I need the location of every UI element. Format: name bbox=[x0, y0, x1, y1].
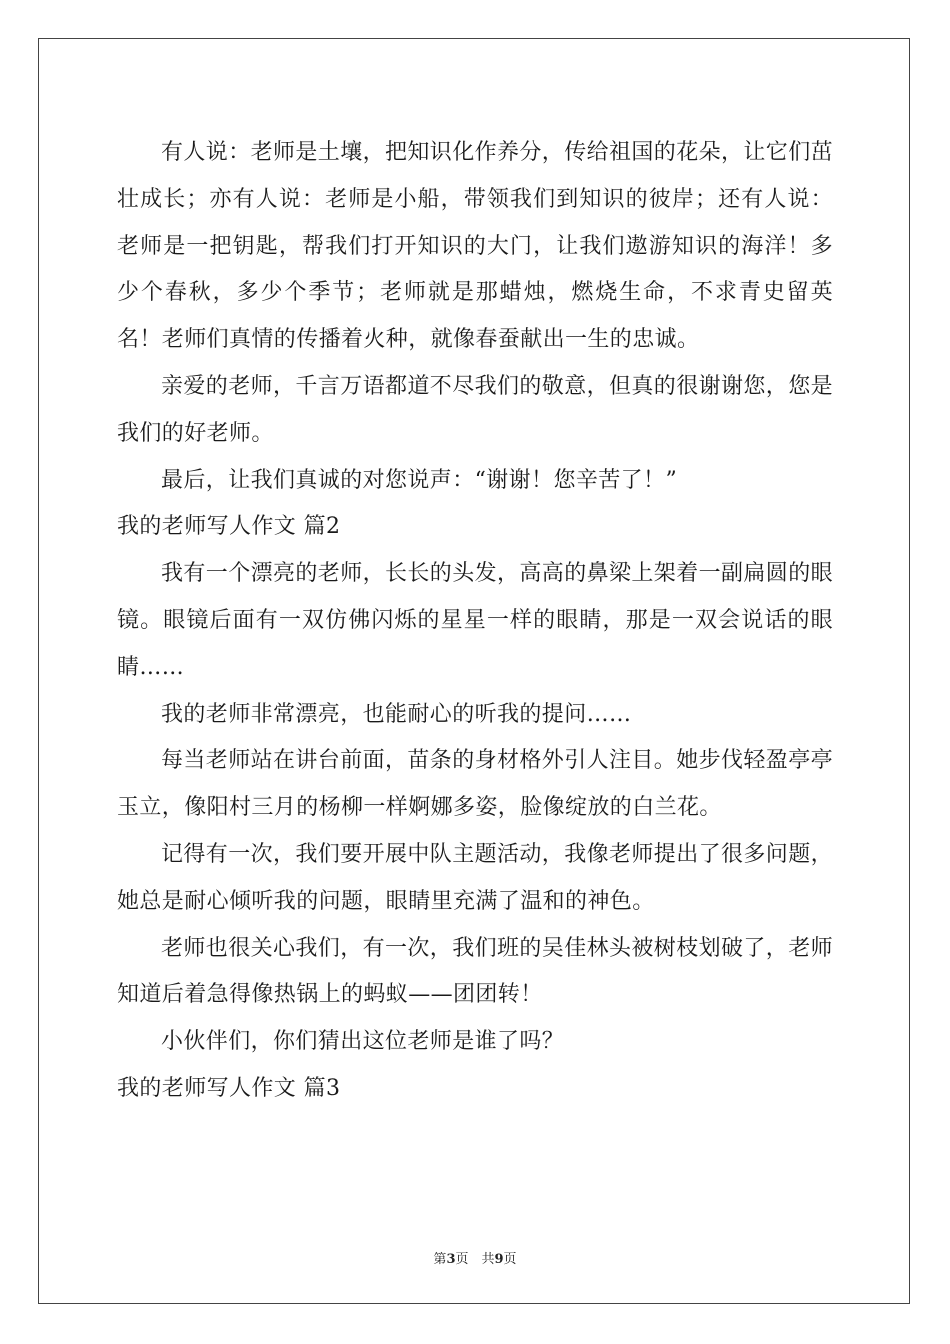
paragraph: 有人说：老师是土壤，把知识化作养分，传给祖国的花朵，让它们茁壮成长；亦有人说：老师是小船，带领我们到知识的彼岸；还有人说：老师是一把钥匙，帮我们打开知识的大门，让我们遨游知识的海洋！多少个春秋，多少个季节；老师就是那蜡烛，燃烧生命，不求青史留英名！老师们真情的传播着火种，就像春蚕献出一生的忠诚。 bbox=[117, 140, 834, 353]
section-heading: 我的老师写人作文 篇2 bbox=[117, 514, 341, 540]
current-page-number: 3 bbox=[446, 1252, 456, 1267]
paragraph: 最后，让我们真诚的对您说声：“谢谢！您辛苦了！” bbox=[161, 467, 678, 493]
footer-prefix: 第 bbox=[433, 1252, 447, 1267]
paragraph: 老师也很关心我们，有一次，我们班的吴佳林头被树枝划破了，老师知道后着急得像热锅上的蚂蚁——团团转！ bbox=[117, 935, 834, 1008]
paragraph: 我有一个漂亮的老师，长长的头发，高高的鼻梁上架着一副扁圆的眼镜。眼镜后面有一双仿佛闪烁的星星一样的眼睛，那是一双会说话的眼睛…… bbox=[117, 561, 834, 680]
paragraph: 我的老师非常漂亮，也能耐心的听我的提问…… bbox=[161, 701, 632, 727]
document-body bbox=[117, 130, 833, 1113]
footer-middle: 页 共 bbox=[455, 1252, 495, 1267]
section-heading: 我的老师写人作文 篇3 bbox=[117, 1075, 341, 1101]
paragraph: 每当老师站在讲台前面，苗条的身材格外引人注目。她步伐轻盈亭亭玉立，像阳村三月的杨柳一样婀娜多姿，脸像绽放的白兰花。 bbox=[117, 748, 834, 821]
paragraph: 记得有一次，我们要开展中队主题活动，我像老师提出了很多问题，她总是耐心倾听我的问题，眼睛里充满了温和的神色。 bbox=[117, 841, 834, 914]
total-page-number: 9 bbox=[494, 1252, 504, 1267]
paragraph: 亲爱的老师，千言万语都道不尽我们的敬意，但真的很谢谢您，您是我们的好老师。 bbox=[117, 373, 834, 446]
paragraph: 小伙伴们，你们猜出这位老师是谁了吗？ bbox=[161, 1029, 565, 1055]
page-footer bbox=[0, 1248, 950, 1267]
footer-suffix: 页 bbox=[503, 1252, 517, 1267]
